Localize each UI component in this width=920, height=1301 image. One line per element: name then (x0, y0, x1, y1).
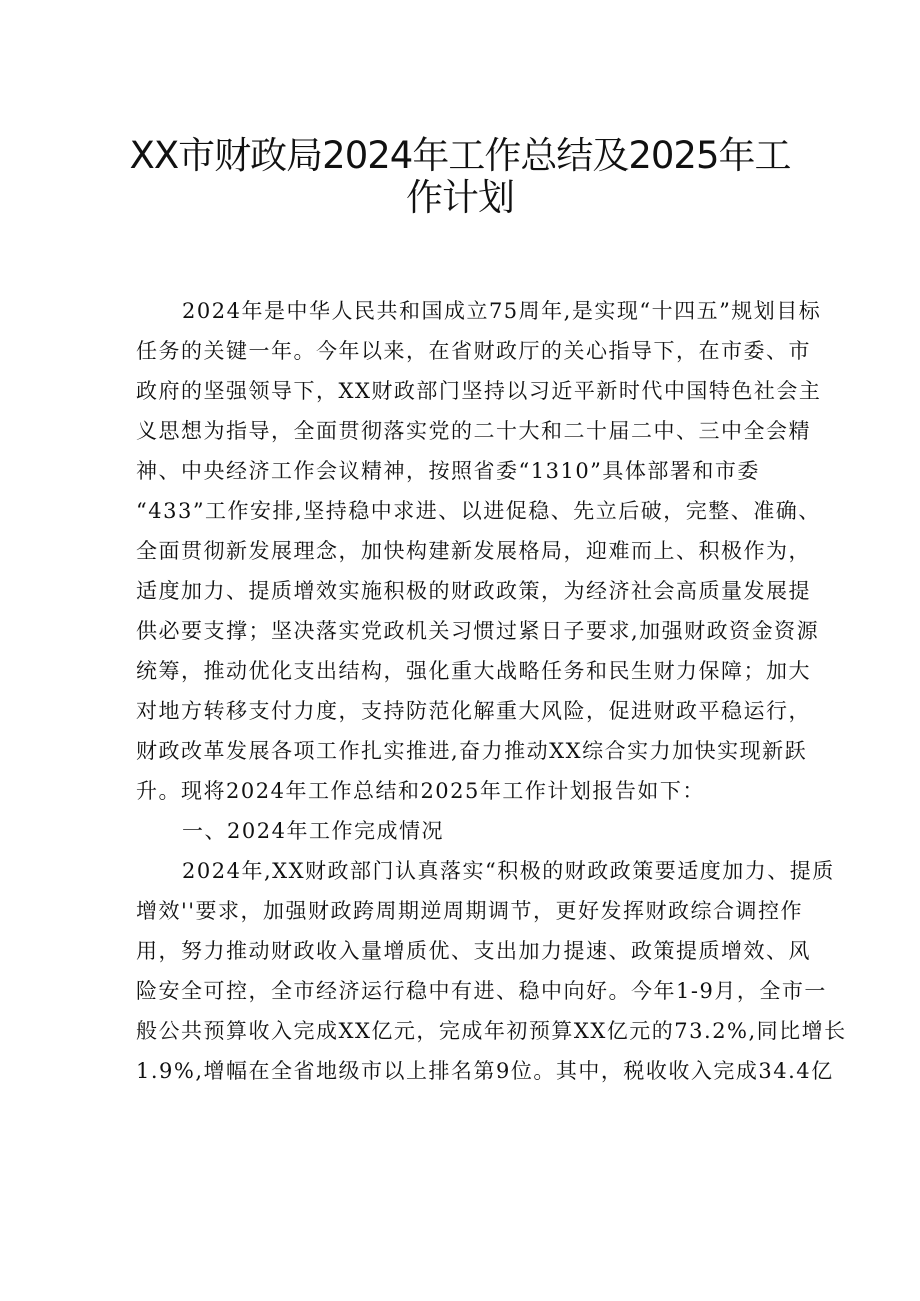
body-line: 政府的坚强领导下，XX财政部门坚持以习近平新时代中国特色社会主 (136, 379, 822, 403)
body-line: 增效''要求，加强财政跨周期逆周期调节，更好发挥财政综合调控作 (136, 899, 804, 923)
body-line: 险安全可控，全市经济运行稳中有进、稳中向好。今年1-9月，全市一 (136, 979, 827, 1003)
body-line: 供必要支撑；坚决落实党政机关习惯过紧日子要求,加强财政资金资源 (136, 619, 820, 643)
body-line: 对地方转移支付力度，支持防范化解重大风险，促进财政平稳运行， (136, 699, 811, 723)
body-line: 义思想为指导，全面贯彻落实党的二十大和二十届二中、三中全会精 (136, 419, 811, 443)
body-line: 神、中央经济工作会议精神，按照省委“1310”具体部署和市委 (136, 459, 760, 483)
document-title-line-2: 作计划 (406, 176, 514, 219)
body-line: 2024年是中华人民共和国成立75周年,是实现“十四五”规划目标 (182, 299, 822, 323)
body-line: 1.9%,增幅在全省地级市以上排名第9位。其中，税收收入完成34.4亿 (136, 1059, 834, 1083)
document-title-line-1: XX市财政局2024年工作总结及2025年工 (129, 134, 791, 177)
body-line: 2024年,XX财政部门认真落实“积极的财政政策要适度加力、提质 (182, 859, 835, 883)
body-line: 般公共预算收入完成XX亿元，完成年初预算XX亿元的73.2%,同比增长 (136, 1019, 847, 1043)
body-line: 用，努力推动财政收入量增质优、支出加力提速、政策提质增效、风 (136, 939, 811, 963)
body-line: 任务的关键一年。今年以来，在省财政厅的关心指导下，在市委、市 (136, 339, 811, 363)
body-line: 适度加力、提质增效实施积极的财政政策，为经济社会高质量发展提 (136, 579, 811, 603)
body-line: 财政改革发展各项工作扎实推进,奋力推动XX综合实力加快实现新跃 (136, 739, 808, 763)
body-line: 升。现将2024年工作总结和2025年工作计划报告如下： (136, 779, 705, 803)
section-heading: 一、2024年工作完成情况 (182, 819, 444, 843)
body-line: 全面贯彻新发展理念，加快构建新发展格局，迎难而上、积极作为， (136, 539, 811, 563)
body-line: 统筹，推动优化支出结构，强化重大战略任务和民生财力保障；加大 (136, 659, 811, 683)
body-line: “433”工作安排,坚持稳中求进、以进促稳、先立后破，完整、准确、 (136, 499, 821, 523)
